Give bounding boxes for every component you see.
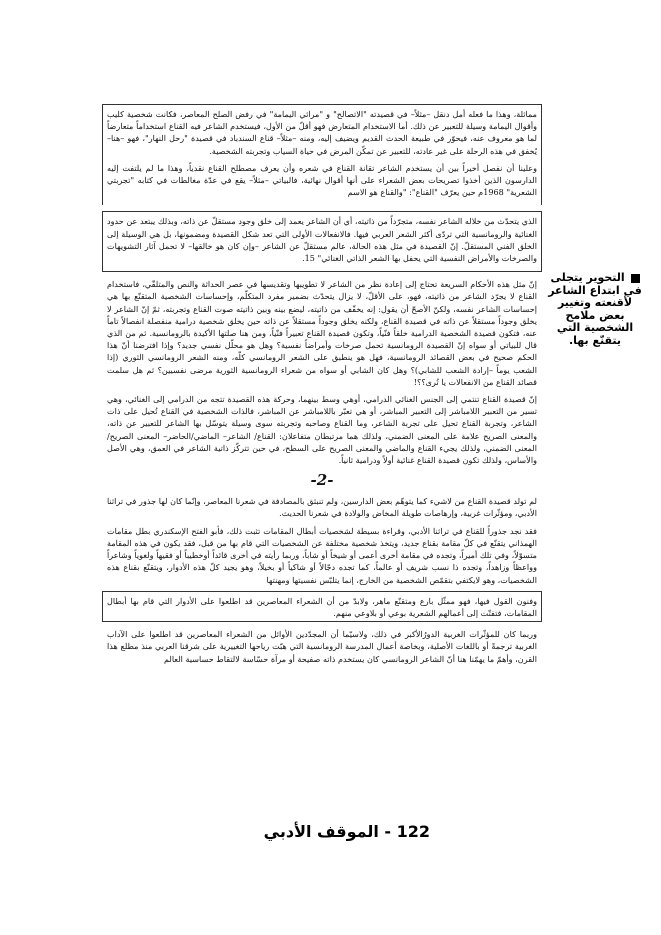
paragraph xyxy=(107,162,537,199)
pull-quote xyxy=(544,272,646,347)
paragraph-text: إنّ قصيدة القناع تنتمي إلى الجنس الغنائي الدرامي، أوهي وسط بينهما، وحركة هذه القصيدة تتجه من الدرامي إلى الغنائي، وهي تسير من التعبير اللامباشر إلى التعبير المباشر، أو هي تعبّر باللامباشر عن المباشر، فالذات الشخصية في القناع تُحيل على ذات الشاعر، وتجربة القناع تحيل على تجربة الشاعر، وما القناع وصاحبه وتجربته سوى وسيلة يتوسّل بها الشاعر للتعبير عن ذاته، والمعنى الصريح علامة على المعنى الضمني، ولذلك هما مرتبطان متفاعلان: القناع/ الشاعر– الماضي/الحاضر– المعنى الصريح/ المعنى الضمني، ولذلك يجيء القناع والماضي والمعنى الصريح على السطح، في حين تتركّز ذاتية الشاعر في العمق، وهي الأصل والأساس، ولذلك تكون قصيدة القناع غنائية أولاً ودرامية ثانياً. xyxy=(107,394,537,466)
paragraph xyxy=(107,278,537,388)
paragraph xyxy=(107,108,537,157)
paragraph xyxy=(107,495,537,519)
paragraph-text: وعلينا أن نفصل أخيراً بين أن يستخدم الشاعر تقانة القناع في شعره وأن يعرف مصطلح القناع نقدياً، وهذا ما لم يلتفت إليه الدارسون الذين أخذوا تصريحات بعض الشعراء على أنها أقوال نهائية، فالبياتي –مثلاً– يقع في عدّة مغالطات في كتابه "تجربتي الشعرية" 1968م حين يعرّف "القناع": "والقناع هو الاسم xyxy=(107,162,537,198)
paragraph-text: وفنون القول فيها، فهو ممثّل بارع ومتقنّع ماهر، ولابدّ من أن الشعراء المعاصرين قد اطلعوا على الأدوار التي قام بها أبطال المقامات، فتفتّت إلى أعمالهم الشعرية بوعي أو بلاوعي منهم. xyxy=(107,595,537,618)
boxed-passage xyxy=(102,104,542,205)
paragraph xyxy=(107,595,537,619)
paragraph-text: مماثلة، وهذا ما فعله أمل دنقل –مثلاً– في قصيدته "الاتصالح" و "مراثي اليمامة" في رفض الصلح المعاصر، فكانت شخصية كليب وأقوال اليمامة وسيلة للتعبير عن ذلك. أما الاستخدام المتعارض فهو أقلّ من الأول، فيستخدم الشاعر فيه القناع استخداماً متعارضاً لما هو معروف عنه، فيحوّر في طبيعة الحدث القديم ويضيف إليه، ومنه –مثلاً– قناع السندباد في قصيدة "رحل النهار"، فهو –هنا– يُخفق في هذه الرحلة على غير عادته، للتعبير عن تمكّن المرض في حياة السياب وتجربته الشخصية. xyxy=(107,109,537,156)
pull-quote-text: التحوير يتجلى في ابتداع الشاعر لأقنعته وتغيير بعض ملامح الشخصية التي يتقنّع بها. xyxy=(548,271,642,347)
paragraph-text: إنّ مثل هذه الأحكام السريعة تحتاج إلى إعادة نظر من الشاعر لا تطويبها وتقديسها في عصر الحداثة والنص والمتلقّي، فاستخدام القناع لا يجرّد الشاعر من ذاتيته، فهو، على الأقلّ، لا يزال يتحدّث بضمير مفرد المتكلّم، وإحساسات الشخصية المتقنّع بها هي إحساسات الشاعر نفسه، ولكنّ الأصحّ أن يقول: إنه يخفّف من ذاتيته، ليضع بينه وبين ذاتيته صوت القناع وتجربته، ثمّ إنّ الشاعر لا يخلق وجوداً مستقلاً عن ذاته في قصيدة القناع، ولكنه يخلق وجوداً مستقلاً عن ذاته حين يخلق شخصية درامية منفصلة انفصالاً تاماً عنه، فتكون قصيدة الشخصية الدرامية خلقاً فنّياً، وتكون قصيدة القناع تعبيراً فنّياً، ومن هنا صلتها الأكيدة بالرومانسية. ثم من الذي قال للبياتي أو سواه إنّ القصيدة الرومانسية تحمل صرخات وأمراضاً نفسية؟ وهل هو محلّل نفسي جديد؟ وإذا افترضنا أنّ هذا الحكم صحيح في بعض القصائد الرومانسية، فهل هو ينطبق على الشعر الرومانسي كلّه، ومنه الشعر الرومانسي الثوري (إذا الشعب يوماً –إرادة الشعب للشابي)؟ وهل كان الشابي أو سواه من شعراء الرومانسية الثورية مرضى نفسيين؟ ثم هل سلمت قصائد القناع من الانفعالات يا تُرى؟؟! xyxy=(107,279,537,387)
boxed-passage xyxy=(102,591,542,622)
paragraph-text: لم تولد قصيدة القناع من لاشيء كما يتوهّم بعض الدارسين، ولم تنبثق بالمصادفة في شعرنا المعاصر، وإنّما كان لها جذور في تراثنا الأدبي، ومؤثّرات غربية، وإرهاصات طويلة المخاض والولادة في شعرنا الحديث. xyxy=(107,496,537,519)
page-number: 122 xyxy=(396,822,430,841)
square-bullet-icon xyxy=(631,274,640,283)
article-column xyxy=(107,104,537,670)
boxed-passage xyxy=(102,211,542,272)
footer-separator: - xyxy=(378,822,397,841)
paragraph-text: وربما كان للمؤثّرات الغربية الدورُالأكبر في ذلك، ولاسيّما أن المجدّدين الأوائل من الشعراء المعاصرين قد اطلعوا على الآداب الغربية ترجمةً أو باللغات الأصلية، وبخاصة أعمال المدرسة الرومانسية التي هبّت رياحها التغييرية على شرقنا العربي منذ مطلع هذا القرن، وأهمّ ما يهمّنا هنا أنّ الشاعر الرومانسي كان يستخدم ذاته صفيحة أو مرآة حسّاسة لالتقاط حساسية العالم xyxy=(107,629,537,664)
paragraph-text: فقد نجد جذوراً للقناع في تراثنا الأدبي، وقراءة بسيطة لشخصيات أبطال المقامات تثبت ذلك، فأبو الفتح الإسكندري بطل مقامات الهمذاني يتقنّع في كلّ مقامة بقناع جديد، ويتخذ شخصية مختلفة عن الشخصيات التي قام بها من قبل، فقد يكون في هذه المقامة متسوّلاً، وفي تلك أميراً، وتجده في مقامة أخرى أعمى أو شيخاً أو شاباً، وربما رأيته في أخرى قائداً أوخطيباً أو فقيهاً ولغوياً وشاعراً وواعظاً وزاهداً، وتجده ذا نسب شريف أو عالماً، كما تجده دجّالاً أو شاكياً أو بخيلاً، وهو يجيد كلّ هذه الأدوار، ويتقنّع بقناع هذه الشخصيات، وهو لايكتفي بتقمّص الشخصية من الخارج، إنما يتلبّس نفسيتها ومهنتها xyxy=(107,525,537,585)
page-footer xyxy=(260,822,430,841)
paragraph xyxy=(107,215,537,264)
paragraph xyxy=(107,393,537,466)
section-number: -2- xyxy=(310,471,334,490)
journal-name: الموقف الأدبي xyxy=(263,822,379,841)
paragraph-text: الذي يتحدّث من خلاله الشاعر نفسه، متجرّداً من ذاتيته، أي أن الشاعر يعمد إلى خلق وجود مستقلّ عن ذاته، وبذلك يبتعد عن حدود الغنائية والرومانسية التي تردّى أكثر الشعر العربي فيها. فالانفعالات الأولى التي تعد شكل القصيدة ومضمونها، بل هي الوسيلة إلى الخلق الفني المستقلّ. إنّ القصيدة في مثل هذه الحالة، عالم مستقلّ عن الشاعر –وإن كان هو خالقها– لا تحمل آثار التشويهات والصرخات والأمراض النفسية التي يحفل بها الشعر الذاتي الغنائي" 15. xyxy=(107,216,537,264)
paragraph xyxy=(107,525,537,586)
paragraph xyxy=(107,628,537,665)
